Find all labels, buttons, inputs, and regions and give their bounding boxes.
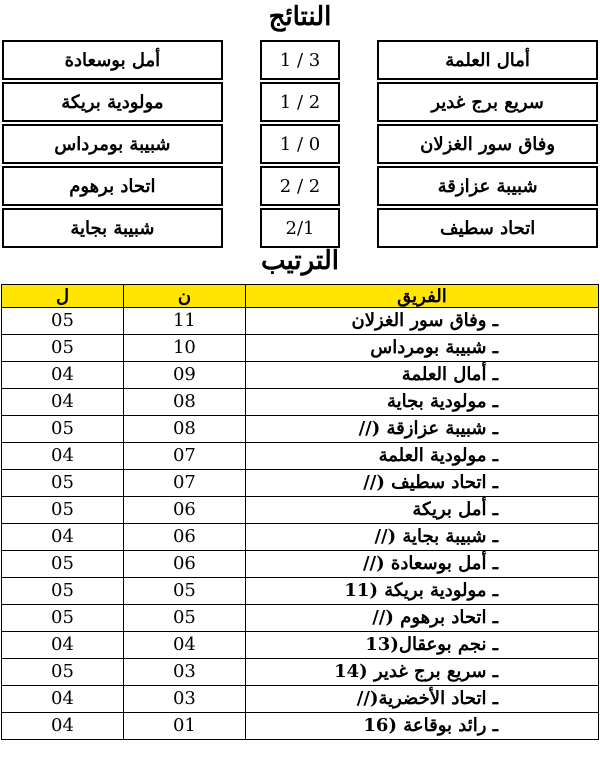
standings-played: 04 [2, 362, 124, 389]
standings-header-row [2, 285, 599, 308]
standings-points: 06 [123, 497, 245, 524]
standings-points: 10 [123, 335, 245, 362]
standings-points: 05 [123, 578, 245, 605]
standings-team: //) ـ اتحاد برهوم [245, 605, 598, 632]
result-score: 1 / 2 [261, 83, 339, 121]
result-away-team: شبيبة بجاية [3, 209, 222, 247]
standings-row [2, 416, 599, 443]
standings-points: 08 [123, 389, 245, 416]
standings-points: 07 [123, 443, 245, 470]
header-team: الفريق [245, 285, 598, 308]
standings-row [2, 362, 599, 389]
standings-played: 05 [2, 416, 124, 443]
result-score: 1 / 0 [261, 125, 339, 163]
result-away-team: أمل بوسعادة [3, 41, 222, 79]
standings-points: 01 [123, 713, 245, 740]
standings-played: 05 [2, 308, 124, 335]
standings-row [2, 578, 599, 605]
result-home-team: شبيبة عزازقة [378, 167, 597, 205]
standings-title: الترتيب [261, 246, 339, 276]
standings-row [2, 335, 599, 362]
standings-team: ـ أمل بريكة [245, 497, 598, 524]
spacer-cell [222, 83, 261, 121]
standings-row [2, 686, 599, 713]
standings-row [2, 443, 599, 470]
spacer-cell [339, 167, 378, 205]
standings-played: 05 [2, 335, 124, 362]
standings-team: ـ مولودية العلمة [245, 443, 598, 470]
standings-played: 04 [2, 443, 124, 470]
standings-team: //) ـ أمل بوسعادة [245, 551, 598, 578]
standings-team: 16) ـ رائد بوقاعة [245, 713, 598, 740]
standings-played: 04 [2, 632, 124, 659]
standings-team: 11) ـ مولودية بريكة [245, 578, 598, 605]
standings-row [2, 497, 599, 524]
standings-played: 04 [2, 686, 124, 713]
standings-table [1, 284, 599, 740]
standings-team: ـ أمال العلمة [245, 362, 598, 389]
results-table [2, 40, 598, 248]
standings-points: 06 [123, 524, 245, 551]
spacer-cell [222, 125, 261, 163]
standings-team: ـ شبيبة بومرداس [245, 335, 598, 362]
standings-played: 05 [2, 497, 124, 524]
result-score: 1 / 3 [261, 41, 339, 79]
standings-row [2, 308, 599, 335]
spacer-cell [222, 209, 261, 247]
standings-points: 07 [123, 470, 245, 497]
standings-played: 04 [2, 713, 124, 740]
standings-points: 03 [123, 659, 245, 686]
standings-played: 04 [2, 389, 124, 416]
spacer-cell [339, 41, 378, 79]
standings-row [2, 389, 599, 416]
result-row [3, 41, 597, 79]
result-away-team: مولودية بريكة [3, 83, 222, 121]
spacer-cell [222, 41, 261, 79]
result-score: 2/1 [261, 209, 339, 247]
standings-team: //) ـ اتحاد سطيف [245, 470, 598, 497]
spacer-cell [339, 125, 378, 163]
standings-points: 08 [123, 416, 245, 443]
standings-played: 04 [2, 524, 124, 551]
standings-team: 13)ـ نجم بوعقال [245, 632, 598, 659]
result-score: 2 / 2 [261, 167, 339, 205]
standings-row [2, 524, 599, 551]
standings-team: ـ مولودية بجاية [245, 389, 598, 416]
result-home-team: أمال العلمة [378, 41, 597, 79]
result-home-team: اتحاد سطيف [378, 209, 597, 247]
standings-played: 05 [2, 659, 124, 686]
spacer-cell [339, 209, 378, 247]
standings-played: 05 [2, 470, 124, 497]
standings-points: 09 [123, 362, 245, 389]
result-home-team: سريع برج غدير [378, 83, 597, 121]
standings-row [2, 632, 599, 659]
result-row [3, 83, 597, 121]
standings-row [2, 659, 599, 686]
spacer-cell [339, 83, 378, 121]
standings-row [2, 713, 599, 740]
spacer-cell [222, 167, 261, 205]
standings-played: 05 [2, 578, 124, 605]
standings-played: 05 [2, 605, 124, 632]
header-played: ل [2, 285, 124, 308]
standings-points: 03 [123, 686, 245, 713]
standings-played: 05 [2, 551, 124, 578]
result-row [3, 209, 597, 247]
standings-points: 11 [123, 308, 245, 335]
standings-points: 04 [123, 632, 245, 659]
standings-team: //)ـ اتحاد الأخضرية [245, 686, 598, 713]
result-away-team: اتحاد برهوم [3, 167, 222, 205]
standings-points: 05 [123, 605, 245, 632]
standings-row [2, 605, 599, 632]
header-points: ن [123, 285, 245, 308]
result-row [3, 167, 597, 205]
standings-row [2, 470, 599, 497]
standings-team: ـ وفاق سور الغزلان [245, 308, 598, 335]
result-away-team: شبيبة بومرداس [3, 125, 222, 163]
standings-team: //) ـ شبيبة عزازقة [245, 416, 598, 443]
standings-row [2, 551, 599, 578]
result-home-team: وفاق سور الغزلان [378, 125, 597, 163]
standings-points: 06 [123, 551, 245, 578]
results-title: النتائج [268, 2, 332, 32]
result-row [3, 125, 597, 163]
standings-team: //) ـ شبيبة بجاية [245, 524, 598, 551]
standings-team: 14) ـ سريع برج غدير [245, 659, 598, 686]
